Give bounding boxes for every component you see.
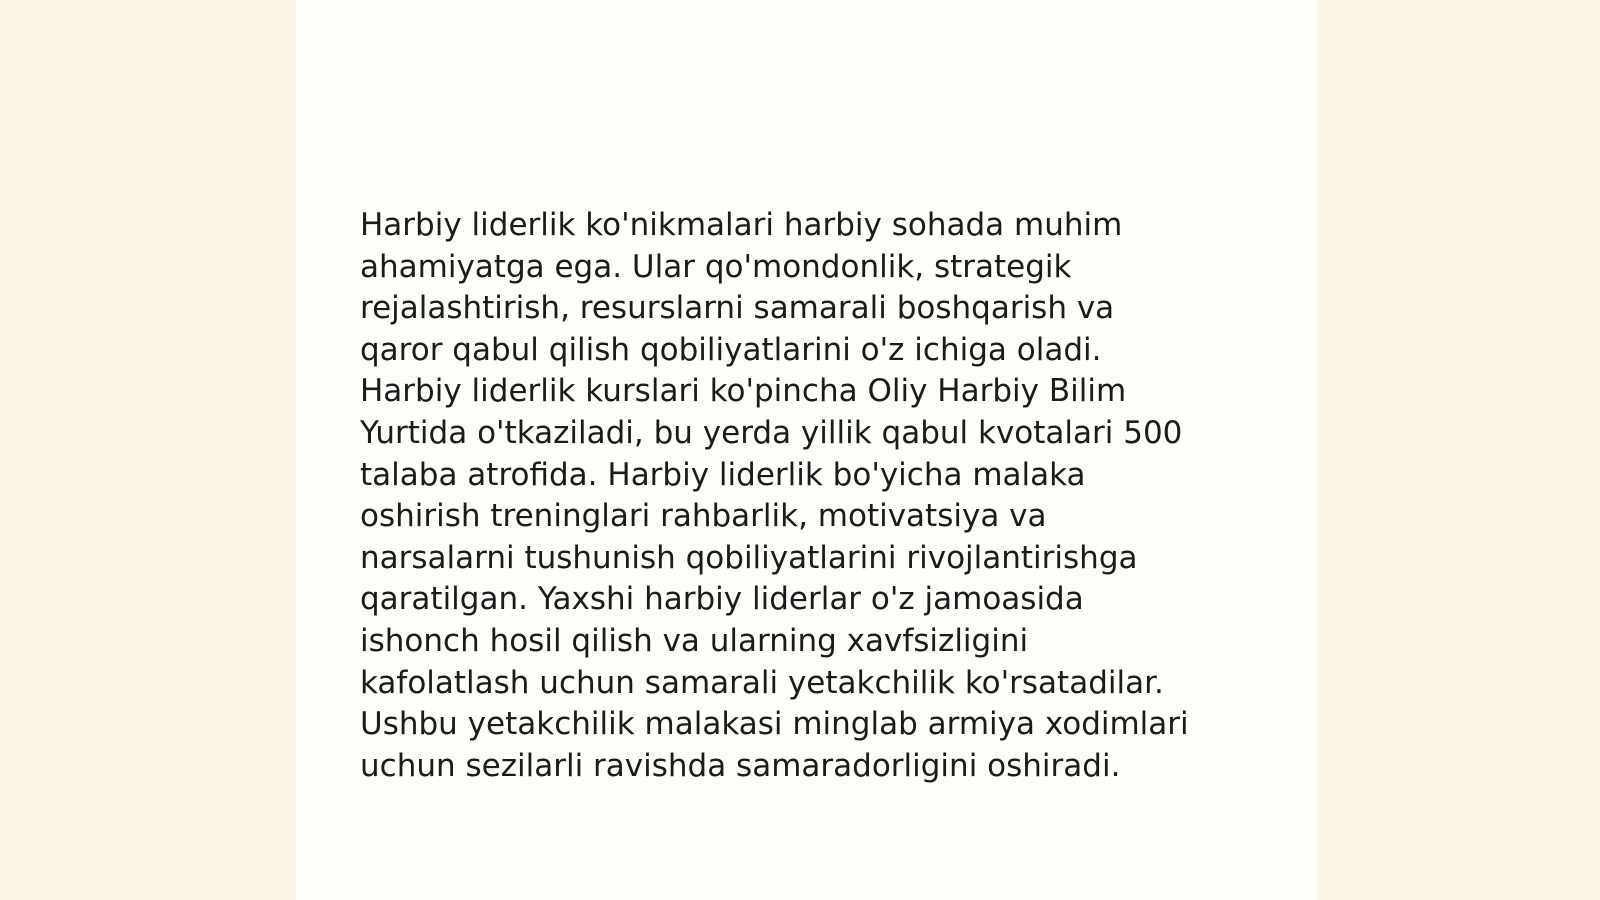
paragraph-line-13: Ushbu yetakchilik malakasi minglab armiya xodimlari xyxy=(360,706,1189,743)
paragraph-line-12: kafolatlash uchun samarali yetakchilik ko'rsatadilar. xyxy=(360,664,1164,701)
paragraph-line-4: qaror qabul qilish qobiliyatlarini o'z ichiga oladi. xyxy=(360,331,1102,368)
paragraph-line-10: qaratilgan. Yaxshi harbiy liderlar o'z jamoasida xyxy=(360,581,1084,618)
document-page xyxy=(296,0,1318,900)
paragraph-line-8: oshirish treninglari rahbarlik, motivatsiya va xyxy=(360,498,1047,535)
paragraph-line-11: ishonch hosil qilish va ularning xavfsizligini xyxy=(360,622,1029,659)
paragraph-line-5: Harbiy liderlik kurslari ko'pincha Oliy Harbiy Bilim xyxy=(360,373,1127,410)
paragraph-line-9: narsalarni tushunish qobiliyatlarini rivojlantirishga xyxy=(360,539,1138,576)
body-paragraph xyxy=(360,205,1260,787)
paragraph-line-6: Yurtida o'tkaziladi, bu yerda yillik qabul kvotalari 500 xyxy=(360,414,1183,451)
paragraph-line-2: ahamiyatga ega. Ular qo'mondonlik, strategik xyxy=(360,248,1072,285)
paragraph-line-3: rejalashtirish, resurslarni samarali boshqarish va xyxy=(360,290,1115,327)
paragraph-line-14: uchun sezilarli ravishda samaradorligini oshiradi. xyxy=(360,747,1121,784)
paragraph-line-1: Harbiy liderlik ko'nikmalari harbiy sohada muhim xyxy=(360,207,1123,243)
paragraph-line-7: talaba atrofida. Harbiy liderlik bo'yicha malaka xyxy=(360,456,1086,493)
